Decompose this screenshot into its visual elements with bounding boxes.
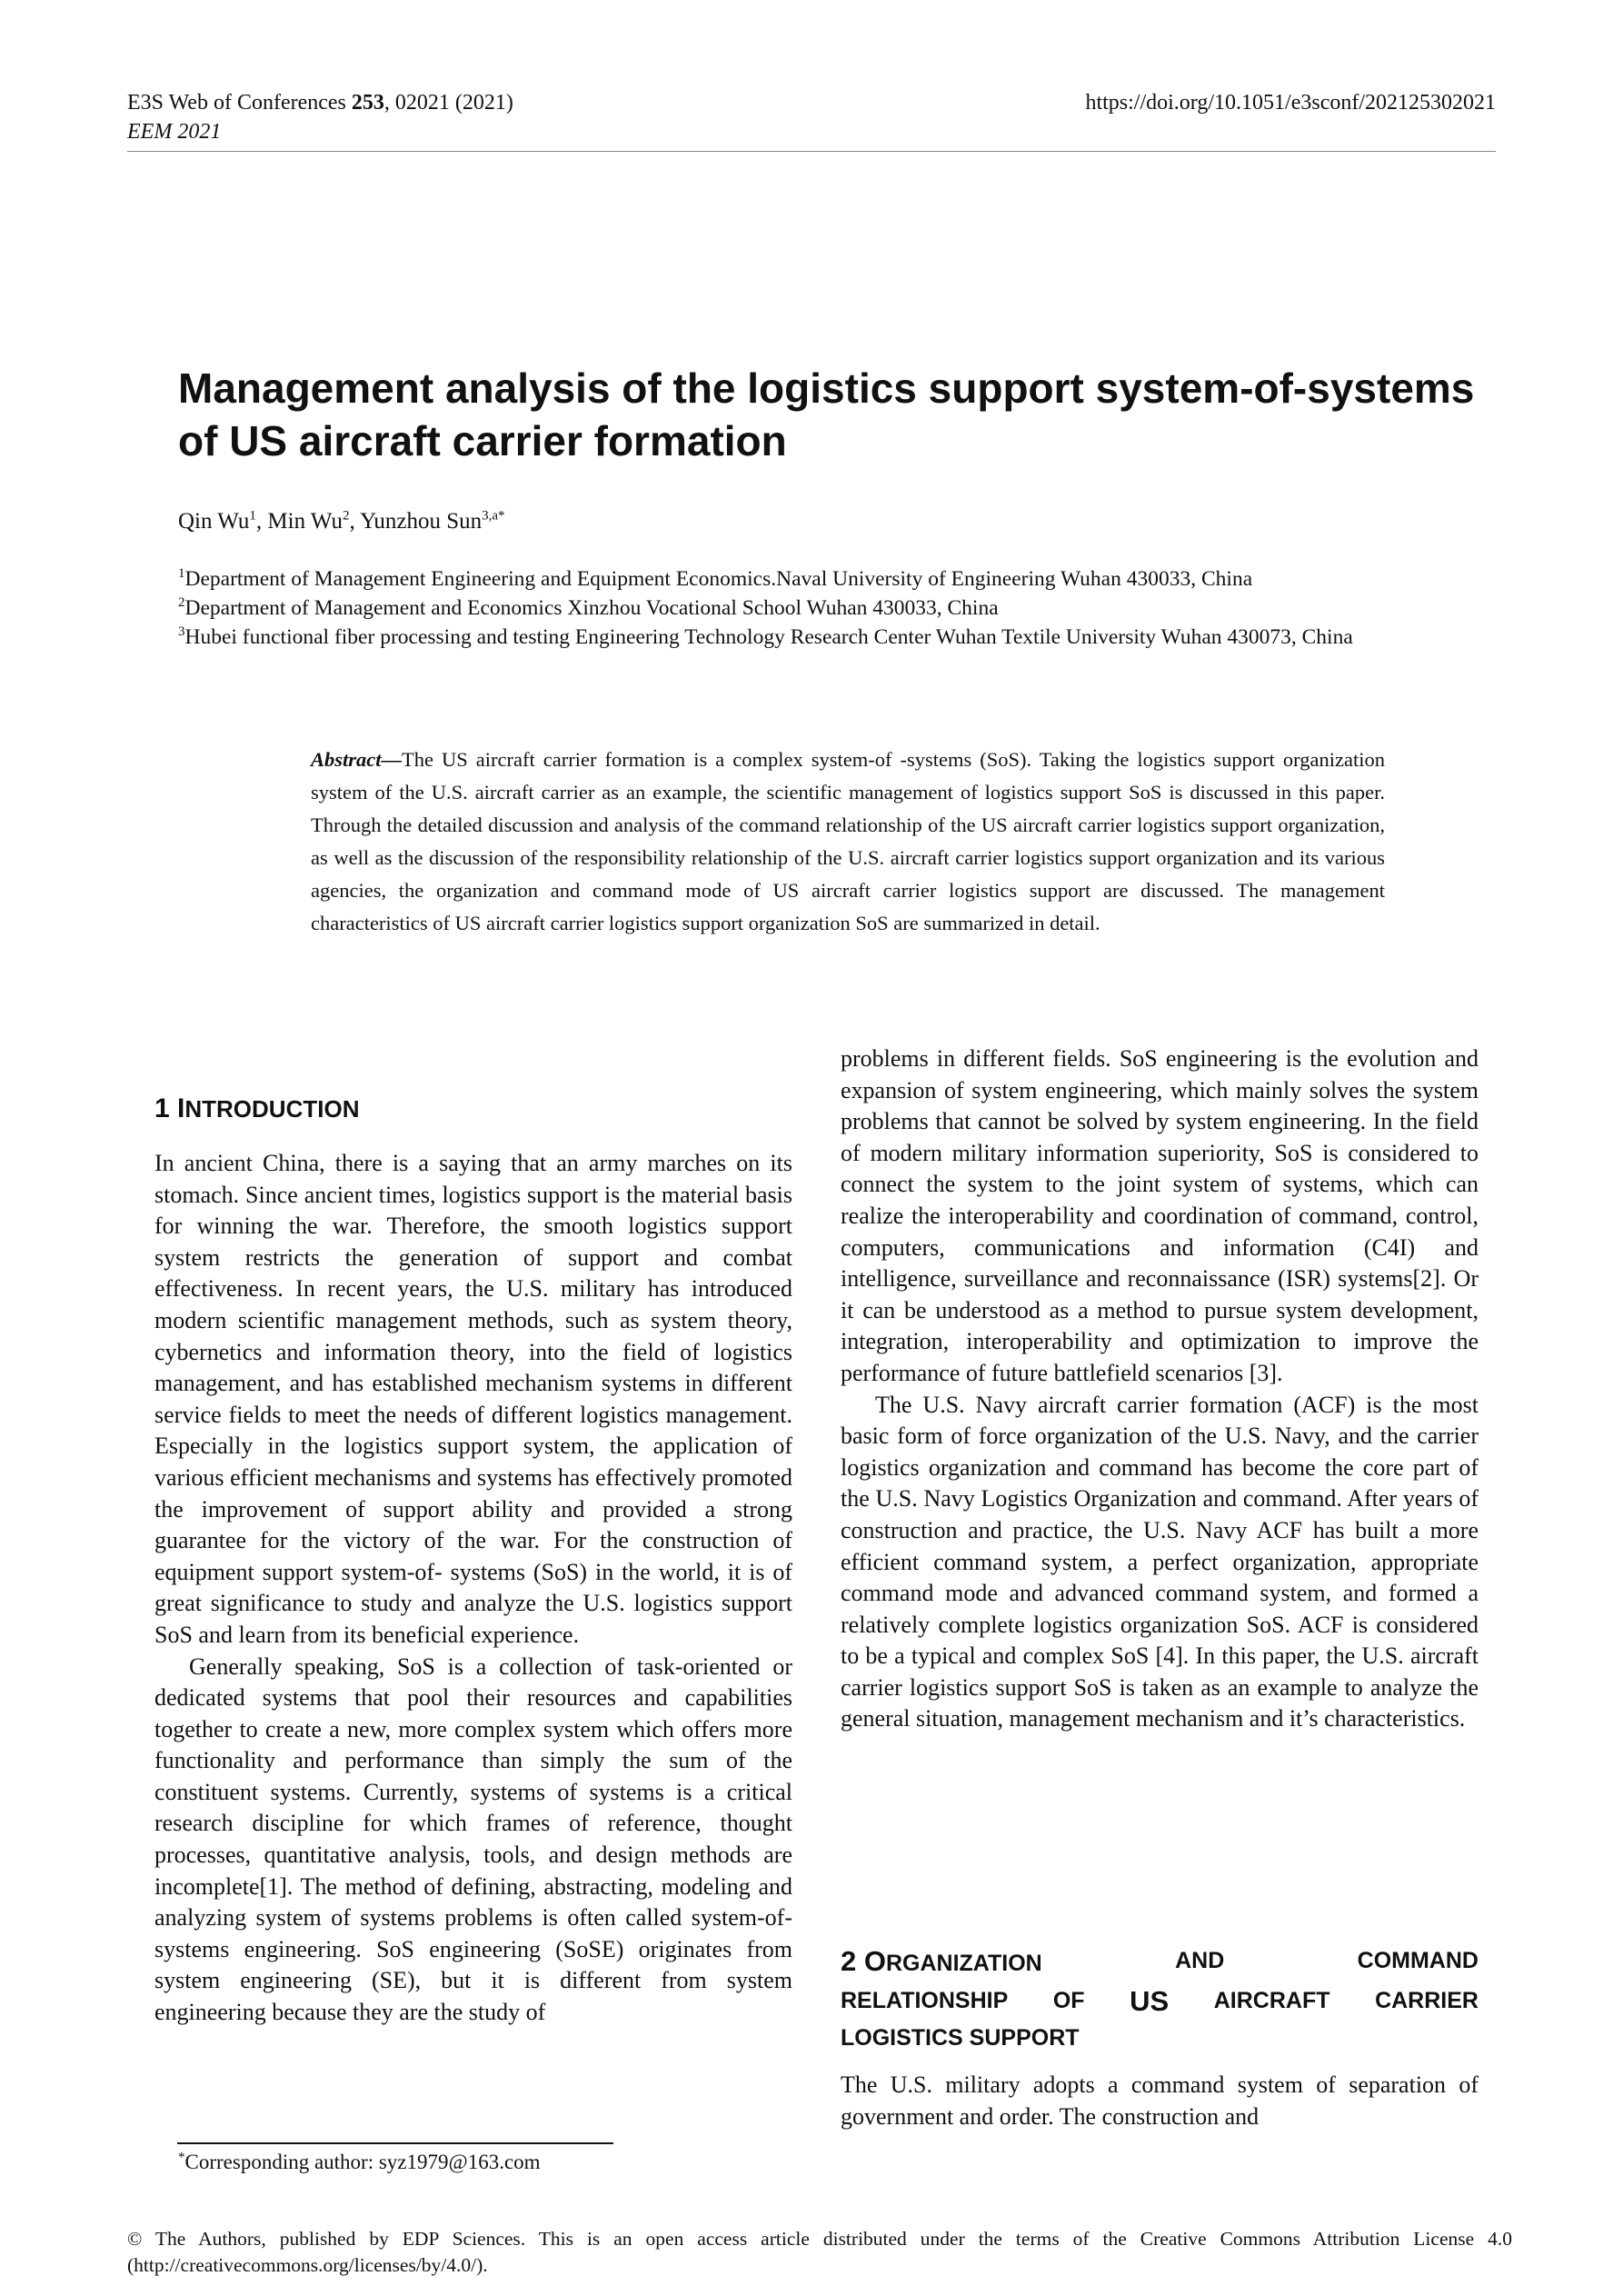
paper-title [178,362,1523,467]
heading-word: AND [1175,1948,1225,1973]
doi-link[interactable]: https://doi.org/10.1051/e3sconf/202125302021 [1085,91,1496,115]
body-paragraph: The U.S. Navy aircraft carrier formation (ACF) is the most basic form of force organization of the U.S. Navy, and the carrier logistics organization and command has become the core part of the U.S. Navy Logistics Organization and command. After years of construction and practice, the U.S. Navy ACF has built a more efficient command system, a perfect organization, appropriate command mode and advanced command system, and formed a relatively complete logistics organization SoS. ACF is considered to be a typical and complex SoS [4]. In this paper, the U.S. aircraft carrier logistics support SoS is taken as an example to analyze the general situation, management mechanism and it’s characteristics. [841,1391,1479,1732]
journal-citation [127,88,513,117]
footnote [178,2149,541,2176]
author [267,509,360,534]
author-affil-mark: 3,a* [482,508,505,524]
title-line-1: Management analysis of the logistics support system-of-systems [178,364,1475,412]
affiliation-list [178,564,1536,652]
affiliation [178,623,1536,652]
heading-word: RELATIONSHIP [841,1988,1009,2013]
section-title-rest: RGANIZATION [885,1951,1042,1976]
author-affil-mark: 1 [249,508,256,524]
body-paragraph: The U.S. military adopts a command system of separation of government and order. The construction and [841,2071,1479,2130]
header-divider [127,151,1496,152]
license-notice: © The Authors, published by EDP Sciences. This is an open access article distributed under the terms of the Creative Commons Attribution License 4.0 (http://creativecommons.org/licenses/by/4.0/). [127,2228,1512,2276]
section-heading-line [841,1982,1479,2020]
section-heading-line [841,1942,1479,1982]
author-list [178,507,505,536]
section-number: 1 [154,1093,178,1123]
affiliation [178,564,1536,594]
body-paragraph: In ancient China, there is a saying that an army marches on its stomach. Since ancient times, logistics support is the material basis for winning the war. Therefore, the smooth logistics support system restricts the generation of support and combat effectiveness. In recent years, the U.S. military has introduced modern scientific management methods, such as system theory, cybernetics and information theory, into the field of logistics management, and has established mechanism systems in different service fields to meet the needs of different logistics management. Especially in the logistics support system, the application of various efficient mechanisms and systems has effectively promoted the improvement of support ability and provided a strong guarantee for the victory of the war. For the construction of equipment support system-of- systems (SoS) in the world, it is of great significance to study and analyze the U.S. logistics support SoS and learn from its beneficial experience. [154,1150,792,1648]
author [360,509,504,534]
journal-name: E3S Web of Conferences [127,91,346,115]
right-column [841,1043,1479,1735]
section-title-initial: I [177,1093,185,1123]
abstract [311,744,1385,940]
heading-word: COMMAND [1357,1948,1479,1973]
abstract-label: Abstract— [311,748,403,771]
conference-name: EEM 2021 [127,120,222,144]
abstract-text: The US aircraft carrier formation is a complex system-of -systems (SoS). Taking the logistics support organization system of the U.S. aircraft carrier as an example, the scientific management of logistics support SoS is discussed in this paper. Through the detailed discussion and analysis of the command relationship of the US aircraft carrier logistics support organization, as well as the discussion of the responsibility relationship of the U.S. aircraft carrier logistics support organization and its various agencies, the organization and command mode of US aircraft carrier logistics support are discussed. The management characteristics of US aircraft carrier logistics support organization SoS are summarized in detail. [311,748,1385,934]
heading-word: AIRCRAFT [1213,1988,1330,2013]
section-title-initial: O [863,1945,886,1977]
affil-mark: 1 [178,566,185,582]
author-name: Yunzhou Sun [360,509,483,534]
section-2-heading [841,1942,1479,2132]
section-1-heading [154,1093,359,1124]
section-heading-line: LOGISTICS SUPPORT [841,2025,1080,2051]
running-header-left [127,88,513,146]
affil-mark: 2 [178,595,185,611]
journal-volume: 253 [351,91,384,115]
body-paragraph: Generally speaking, SoS is a collection of task-oriented or dedicated systems that pool their resources and capabilities together to create a new, more complex system which offers more functionality and performance than simply the sum of the constituent systems. Currently, systems of systems is a critical research discipline for which frames of reference, thought processes, quantitative analysis, tools, and design methods are incomplete[1]. The method of defining, abstracting, modeling and analyzing system of systems problems is often called system-of-systems engineering. SoS engineering (SoSE) originates from system engineering (SE), but it is different from system engineering because they are the study of [154,1652,792,2026]
affil-text: Department of Management and Economics Xinzhou Vocational School Wuhan 430033, China [184,596,999,620]
author-separator: , [349,509,361,534]
section-number: 2 [841,1945,864,1977]
affiliation [178,594,1536,623]
author [178,509,267,534]
heading-word: OF [1052,1988,1085,2013]
footnote-mark: * [178,2150,185,2165]
title-line-2: of US aircraft carrier formation [178,417,787,464]
article-number: , 02021 (2021) [383,91,513,115]
heading-word [841,1942,1042,1982]
section-title-rest: NTRODUCTION [184,1095,360,1123]
author-name: Qin Wu [178,509,250,534]
left-column [154,1148,792,2029]
affil-mark: 3 [178,624,185,640]
heading-word: US [1130,1985,1170,2017]
affil-text: Hubei functional fiber processing and testing Engineering Technology Research Center Wuhan Textile University Wuhan 430073, China [184,625,1353,649]
body-paragraph-continued: problems in different fields. SoS engineering is the evolution and expansion of system engineering, which mainly solves the system problems that cannot be solved by system engineering. In the field of modern military information superiority, SoS is considered to connect the system to the joint system of systems, which can realize the interoperability and coordination of command, control, computers, communications and information (C4I) and intelligence, surveillance and reconnaissance (ISR) systems[2]. Or it can be understood as a method to pursue system development, integration, interoperability and optimization to improve the performance of future battlefield scenarios [3]. [841,1045,1479,1386]
author-separator: , [255,509,268,534]
heading-word: CARRIER [1375,1988,1479,2013]
affil-text: Department of Management Engineering and Equipment Economics.Naval University of Engineering Wuhan 430033, China [184,567,1253,591]
author-affil-mark: 2 [342,508,350,524]
footnote-text: Corresponding author: syz1979@163.com [184,2151,541,2173]
author-name: Min Wu [267,509,343,534]
footnote-divider [177,2142,613,2144]
